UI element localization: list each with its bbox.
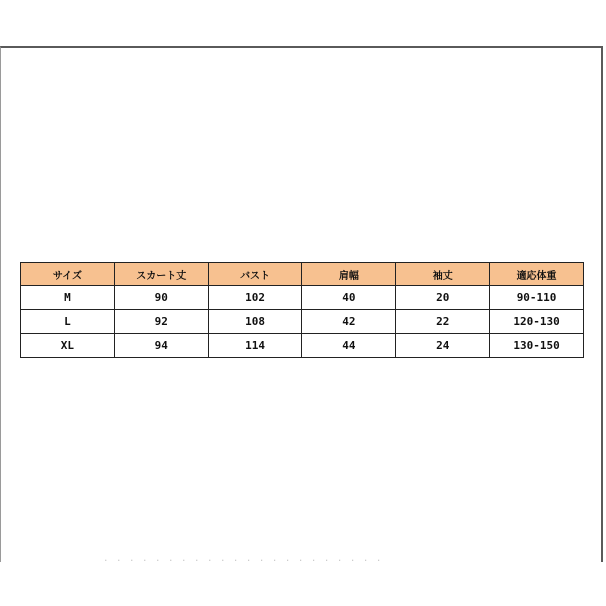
header-sleeve-length: 袖丈 xyxy=(396,263,490,286)
cell-recommended-weight: 130-150 xyxy=(490,334,584,358)
cell-sleeve-length: 22 xyxy=(396,310,490,334)
cell-shoulder-width: 42 xyxy=(302,310,396,334)
faded-footer-text: · · · · · · · · · · · · · · · · · · · · · · xyxy=(104,554,384,567)
cell-sleeve-length: 24 xyxy=(396,334,490,358)
header-skirt-length: スカート丈 xyxy=(114,263,208,286)
cell-skirt-length: 90 xyxy=(114,286,208,310)
table-row xyxy=(21,310,584,334)
cell-size: XL xyxy=(21,334,115,358)
header-shoulder-width: 肩幅 xyxy=(302,263,396,286)
header-bust: バスト xyxy=(208,263,302,286)
table-row xyxy=(21,286,584,310)
header-size: サイズ xyxy=(21,263,115,286)
size-chart-table xyxy=(20,262,584,358)
cell-shoulder-width: 44 xyxy=(302,334,396,358)
header-recommended-weight: 適応体重 xyxy=(490,263,584,286)
cell-recommended-weight: 120-130 xyxy=(490,310,584,334)
cell-bust: 108 xyxy=(208,310,302,334)
cell-bust: 102 xyxy=(208,286,302,310)
cell-sleeve-length: 20 xyxy=(396,286,490,310)
cell-bust: 114 xyxy=(208,334,302,358)
table-header-row xyxy=(21,263,584,286)
cell-shoulder-width: 40 xyxy=(302,286,396,310)
cell-skirt-length: 92 xyxy=(114,310,208,334)
cell-skirt-length: 94 xyxy=(114,334,208,358)
cell-recommended-weight: 90-110 xyxy=(490,286,584,310)
table-row xyxy=(21,334,584,358)
cell-size: M xyxy=(21,286,115,310)
cell-size: L xyxy=(21,310,115,334)
